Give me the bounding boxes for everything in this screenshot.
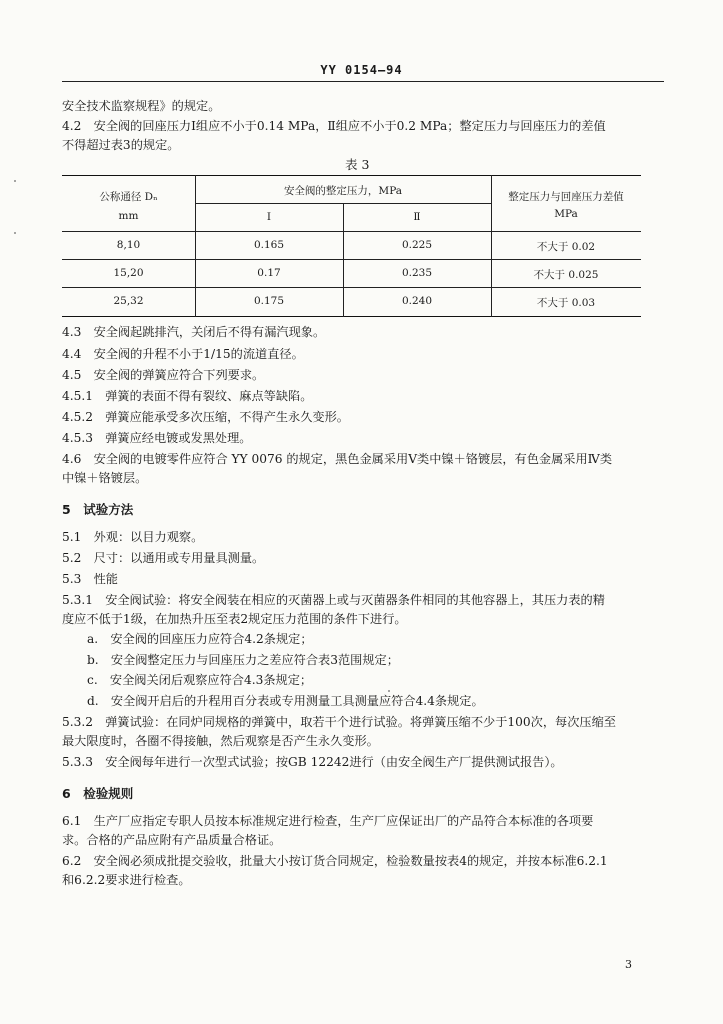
clause-6-1-cont: 求。合格的产品应附有产品质量合格证。	[62, 833, 282, 847]
col-header-dn: 公称通径 Dₙ	[99, 191, 158, 203]
table-cell: 25,32	[113, 295, 144, 307]
text-line: 安全技术监察规程》的规定。	[62, 99, 221, 113]
clause-5-3-1: 5.3.1 安全阀试验：将安全阀装在相应的灭菌器上或与灭菌器条件相同的其他容器上，其压力表的精	[62, 593, 605, 607]
table-cell: 0.240	[401, 295, 433, 307]
col-header-dn-unit: mm	[118, 210, 139, 222]
scan-speck	[14, 180, 16, 182]
clause-4-5: 4.5 安全阀的弹簧应符合下列要求。	[62, 368, 265, 382]
list-item-c: c. 安全阀关闭后观察应符合4.3条规定；	[87, 673, 313, 687]
document-code-header: YY 0154—94	[320, 63, 403, 77]
table-header-rule	[62, 231, 641, 232]
table-caption: 表 3	[345, 157, 370, 172]
table-cell: 不大于 0.03	[536, 297, 596, 309]
clause-6-1: 6.1 生产厂应指定专职人员按本标准规定进行检查，生产厂应保证出厂的产品符合本标准的各项要	[62, 814, 594, 828]
table-cell: 15,20	[113, 267, 144, 279]
clause-5-3-1-cont: 度应不低于1级，在加热升压至表2规定压力范围的条件下进行。	[62, 612, 407, 626]
col-header-diff-unit: MPa	[554, 208, 578, 220]
col-sub-header-2: Ⅱ	[413, 211, 421, 223]
section-6-heading: 6 检验规则	[62, 786, 134, 801]
table-row-rule	[62, 287, 641, 288]
clause-5-3-2-cont: 最大限度时，各圈不得接触，然后观察是否产生永久变形。	[62, 734, 379, 748]
page-number: 3	[625, 958, 632, 971]
list-item-a: a. 安全阀的回座压力应符合4.2条规定；	[87, 632, 313, 646]
clause-5-2: 5.2 尺寸：以通用或专用量具测量。	[62, 551, 265, 565]
clause-4-5-2: 4.5.2 弹簧应能承受多次压缩，不得产生永久变形。	[62, 410, 349, 424]
table-bottom-rule	[62, 316, 641, 317]
clause-4-6: 4.6 安全阀的电镀零件应符合 YY 0076 的规定，黑色金属采用Ⅴ类中镍＋铬镀层，有色金属采用Ⅳ类	[62, 452, 613, 466]
clause-5-3-2: 5.3.2 弹簧试验：在同炉同规格的弹簧中，取若干个进行试验。将弹簧压缩不少于100次，每次压缩至	[62, 715, 616, 729]
clause-5-1: 5.1 外观：以目力观察。	[62, 530, 204, 544]
clause-4-5-3: 4.5.3 弹簧应经电镀或发黑处理。	[62, 431, 252, 445]
col-header-diff: 整定压力与回座压力差值	[508, 191, 624, 203]
clause-6-2: 6.2 安全阀必须成批提交验收，批量大小按订货合同规定，检验数量按表4的规定，并按本标准6.2.1	[62, 854, 608, 868]
clause-4-5-1: 4.5.1 弹簧的表面不得有裂纹、麻点等缺陷。	[62, 389, 313, 403]
table-cell: 0.17	[257, 267, 281, 279]
clause-4-4: 4.4 安全阀的升程不小于1/15的流道直径。	[62, 347, 304, 361]
table-cell: 0.165	[253, 239, 285, 251]
table-top-rule	[62, 175, 641, 176]
table-cell: 不大于 0.02	[536, 241, 596, 253]
clause-4-2-cont: 不得超过表3的规定。	[62, 138, 180, 152]
scan-speck	[14, 232, 16, 234]
col-sub-header-1: Ⅰ	[266, 211, 272, 223]
header-rule	[62, 81, 664, 82]
clause-4-6-cont: 中镍＋铬镀层。	[62, 471, 148, 485]
table-cell: 8,10	[116, 239, 141, 251]
col-group-header: 安全阀的整定压力，MPa	[283, 185, 403, 197]
clause-4-2: 4.2 安全阀的回座压力Ⅰ组应不小于0.14 MPa，Ⅱ组应不小于0.2 MPa；整定压力与回座压力的差值	[62, 119, 606, 133]
list-item-d: d. 安全阀开启后的升程用百分表或专用测量工具测量应符合4.4条规定。	[87, 694, 484, 708]
table-cell: 0.175	[253, 295, 285, 307]
table-cell: 0.225	[401, 239, 433, 251]
clause-6-2-cont: 和6.2.2要求进行检查。	[62, 873, 191, 887]
table-3	[62, 175, 641, 317]
section-5-heading: 5 试验方法	[62, 502, 134, 517]
table-row-rule	[62, 259, 641, 260]
table-cell: 0.235	[401, 267, 433, 279]
clause-5-3: 5.3 性能	[62, 572, 118, 586]
clause-4-3: 4.3 安全阀起跳排汽，关闭后不得有漏汽现象。	[62, 325, 326, 339]
scan-speck	[388, 690, 390, 692]
clause-5-3-3: 5.3.3 安全阀每年进行一次型式试验；按GB 12242进行（由安全阀生产厂提供测试报告）。	[62, 755, 563, 769]
table-cell: 不大于 0.025	[533, 269, 599, 281]
list-item-b: b. 安全阀整定压力与回座压力之差应符合表3范围规定；	[87, 653, 399, 667]
